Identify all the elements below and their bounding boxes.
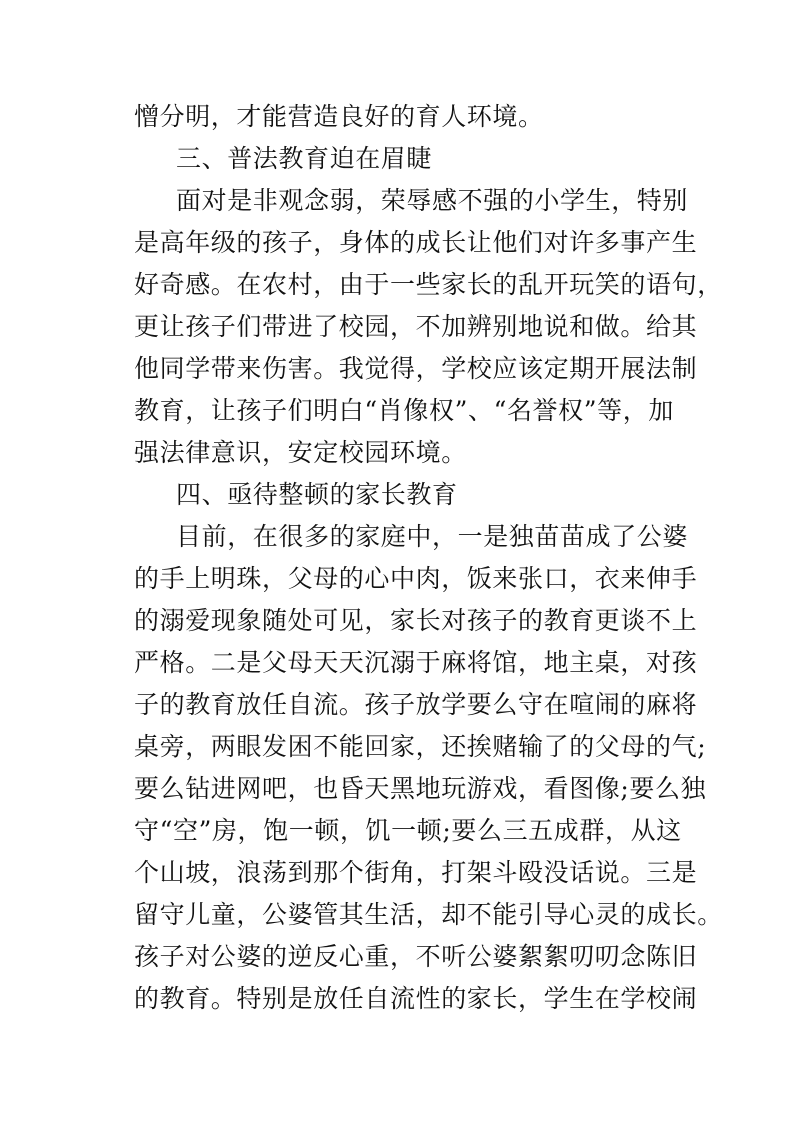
text-line: 的教育。特别是放任自流性的家长，学生在学校闹	[134, 984, 698, 1013]
text-line: 好奇感。在农村，由于一些家长的乱开玩笑的语句，	[134, 270, 723, 299]
text-line: 教育，让孩子们明白“肖像权”、“名誉权”等，加	[134, 396, 674, 425]
text-line: 强法律意识，安定校园环境。	[134, 438, 467, 467]
text-line: 子的教育放任自流。孩子放学要么守在喧闹的麻将	[134, 690, 698, 719]
text-line: 留守儿童，公婆管其生活，却不能引导心灵的成长。	[134, 900, 723, 929]
text-line: 更让孩子们带进了校园，不加辨别地说和做。给其	[134, 312, 698, 341]
text-line: 他同学带来伤害。我觉得，学校应该定期开展法制	[134, 354, 698, 383]
text-line: 要么钻进网吧，也昏天黑地玩游戏，看图像;要么独	[134, 774, 707, 803]
text-line: 目前，在很多的家庭中，一是独苗苗成了公婆	[176, 522, 689, 551]
text-line: 的溺爱现象随处可见，家长对孩子的教育更谈不上	[134, 606, 698, 635]
section-heading: 四、亟待整顿的家长教育	[176, 480, 458, 509]
text-line: 是高年级的孩子，身体的成长让他们对许多事产生	[134, 228, 698, 257]
text-line: 严格。二是父母天天沉溺于麻将馆，地主桌，对孩	[134, 648, 698, 677]
section-heading: 三、普法教育迫在眉睫	[176, 144, 433, 173]
text-line: 守“空”房，饱一顿，饥一顿;要么三五成群，从这	[134, 816, 682, 845]
text-line: 孩子对公婆的逆反心重，不听公婆絮絮叨叨念陈旧	[134, 942, 698, 971]
text-line: 桌旁，两眼发困不能回家，还挨赌输了的父母的气;	[134, 732, 707, 761]
text-line: 面对是非观念弱，荣辱感不强的小学生，特别	[176, 186, 689, 215]
text-line: 憎分明，才能营造良好的育人环境。	[134, 102, 544, 131]
text-line: 个山坡，浪荡到那个街角，打架斗殴没话说。三是	[134, 858, 698, 887]
text-line: 的手上明珠，父母的心中肉，饭来张口，衣来伸手	[134, 564, 698, 593]
